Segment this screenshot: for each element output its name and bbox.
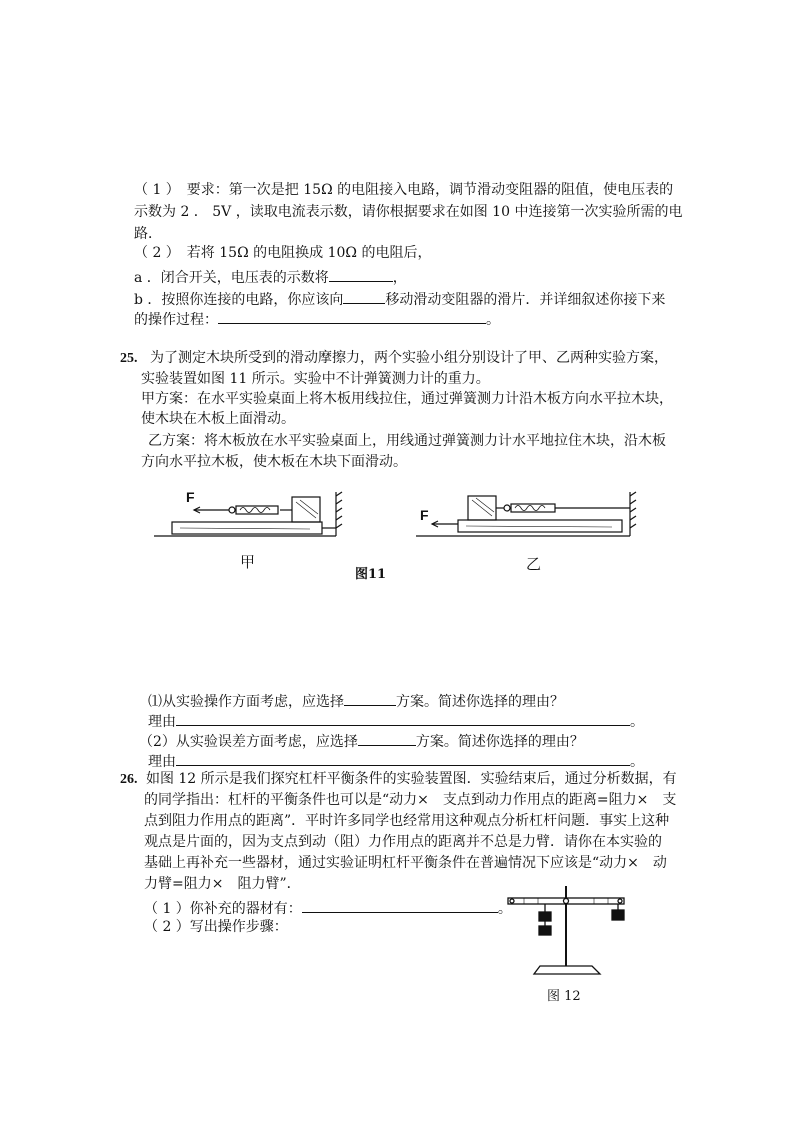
q26-text-line1: 如图 12 所示是我们探究杠杆平衡条件的实验装置图．实验结束后，通过分析数据，有 — [145, 771, 677, 787]
q26-sub2: （ 2 ）写出操作步骤： — [144, 919, 288, 935]
q26-line2: 的同学指出：杠杆的平衡条件也可以是“动力× 支点到动力作用点的距离=阻力× 支 — [144, 792, 677, 808]
spring-scale — [236, 506, 278, 514]
q25-sub1-reason-label: 理由 — [148, 714, 176, 730]
q25-plan-a-line2: 使木块在木板上面滑动。 — [141, 411, 295, 427]
q25-sub1-prefix: ⑴从实验操作方面考虑，应选择 — [148, 694, 344, 710]
wooden-block — [292, 497, 320, 522]
q25-plan-a-line1: 甲方案：在水平实验桌面上将木板用线拉住，通过弹簧测力计沿木板方向水平拉木块， — [141, 391, 673, 407]
q25-sub1-suffix: 方案。简述你选择的理由？ — [396, 694, 564, 710]
force-label-f: F — [420, 507, 429, 523]
q26-number: 26. — [120, 772, 138, 787]
q26-sub1-end: 。 — [497, 901, 512, 917]
figure-12-lever — [504, 884, 630, 980]
q25-sub1-reason-blank[interactable] — [176, 709, 630, 726]
q24-b-line2-prefix: 的操作过程： — [134, 312, 218, 328]
q24-b-prefix: b ．按照你连接的电路，你应该向 — [134, 292, 344, 308]
figure-label-yi: 乙 — [526, 555, 542, 573]
force-label-f: F — [186, 489, 195, 505]
q25-sub2-plan-blank[interactable] — [358, 729, 416, 746]
q26-sub1-equipment-blank[interactable] — [302, 896, 498, 913]
q24-b-suffix: 移动滑动变阻器的滑片．并详细叙述你接下来 — [385, 292, 666, 308]
q25-line2: 实验装置如图 11 所示。实验中不计弹簧测力计的重力。 — [141, 371, 490, 387]
weight — [539, 926, 551, 935]
q24-b-process-blank[interactable] — [218, 307, 486, 324]
q26-sub1-prefix: （ 1 ）你补充的器材有： — [144, 901, 302, 917]
figure-11-caption: 图11 — [355, 567, 387, 582]
q24-part2-b-line2 — [134, 307, 500, 330]
q24-part2-a — [134, 265, 407, 288]
q25-line1 — [120, 348, 668, 369]
q25-sub2-suffix: 方案。简述你选择的理由？ — [415, 734, 584, 750]
q24-part1-line1: （ 1 ） 要求：第一次是把 15Ω 的电阻接入电路，调节滑动变阻器的阻值，使电压表的 — [134, 182, 674, 198]
q25-sub1-plan-blank[interactable] — [344, 689, 396, 706]
figure-11-jia — [150, 484, 346, 544]
q24-b-line2-suffix: 。 — [486, 312, 500, 328]
q26-line4: 观点是片面的，因为支点到动（阻）力作用点的距离并不总是力臂．请你在本实验的 — [144, 834, 662, 850]
q25-sub2-reason-blank[interactable] — [176, 749, 630, 766]
figure-12-caption: 图 12 — [547, 989, 581, 1004]
stand-base — [534, 966, 600, 974]
q25-sub2-prefix: （2）从实验误差方面考虑，应选择 — [139, 734, 358, 750]
q25-sub2-reason-label: 理由 — [148, 754, 176, 770]
q24-part1-line3: 路． — [134, 226, 162, 242]
q26-line3: 点到阻力作用点的距离”．平时许多同学也经常用这种观点分析杠杆问题．事实上这种 — [144, 813, 670, 829]
q26-line5: 基础上再补充一些器材，通过实验证明杠杆平衡条件在普遍情况下应该是“动力× 动 — [144, 855, 667, 871]
q26-sub1 — [144, 896, 512, 919]
q26-line6: 力臂=阻力× 阻力臂”． — [144, 876, 301, 892]
q25-plan-b-line1: 乙方案：将木板放在水平实验桌面上，用线通过弹簧测力计水平地拉住木块，沿木板 — [148, 433, 666, 449]
weight — [612, 910, 624, 920]
q24-a-prefix: a ．闭合开关，电压表的示数将 — [134, 270, 329, 286]
q25-sub1-end: 。 — [630, 714, 644, 730]
q24-part2-line1: （ 2 ） 若将 15Ω 的电阻换成 10Ω 的电阻后， — [134, 245, 432, 261]
figure-label-jia: 甲 — [240, 553, 256, 571]
q25-sub2-end: 。 — [630, 754, 644, 770]
weight — [539, 912, 551, 921]
q25-number: 25. — [120, 351, 138, 366]
q24-b-direction-blank[interactable] — [343, 287, 385, 304]
figure-11-yi — [412, 484, 642, 544]
q24-part1-line2: 示数为 2 ． 5V ，读取电流表示数，请你根据要求在如图 10 中连接第一次实验所需的电 — [134, 204, 683, 220]
q26-line1 — [120, 769, 677, 790]
q24-a-suffix: ， — [392, 270, 407, 286]
q25-text-line1: 为了测定木块所受到的滑动摩擦力，两个实验小组分别设计了甲、乙两种实验方案， — [149, 350, 668, 366]
q24-a-answer-blank[interactable] — [329, 265, 393, 282]
q25-plan-b-line2: 方向水平拉木板，使木板在木块下面滑动。 — [141, 454, 407, 470]
